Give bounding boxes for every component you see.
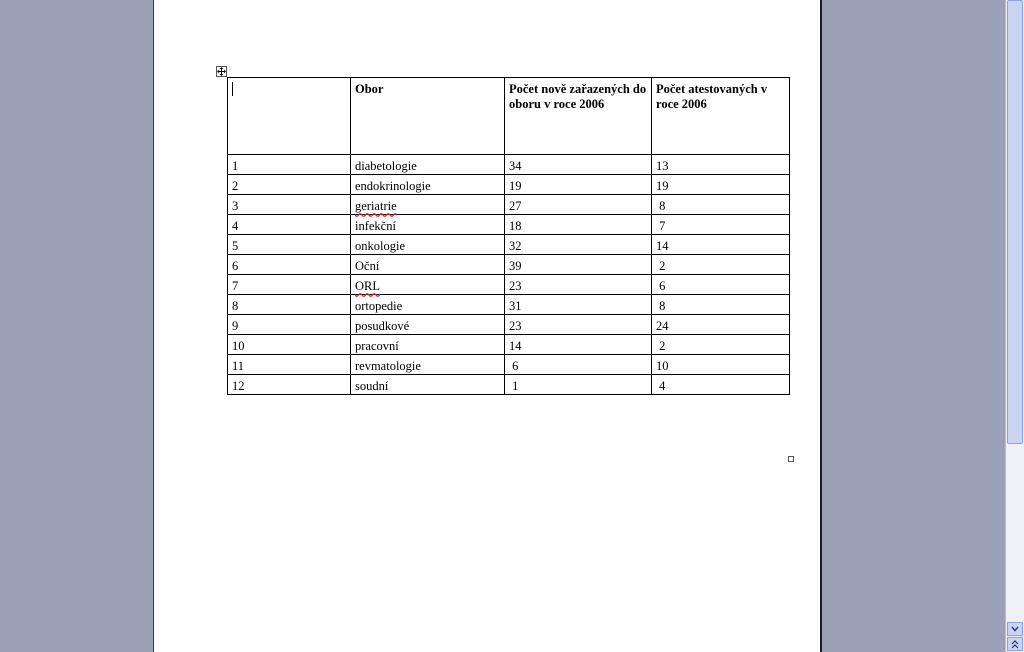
- scroll-thumb[interactable]: [1007, 0, 1023, 444]
- cell-certified-text: 4: [656, 379, 666, 393]
- cell-certified-text: 7: [656, 219, 666, 233]
- cell-new[interactable]: [505, 255, 652, 275]
- cell-certified-text: 24: [656, 319, 669, 333]
- cell-certified-text: 10: [656, 359, 669, 373]
- cell-certified[interactable]: [652, 335, 790, 355]
- cell-certified-text: 19: [656, 179, 669, 193]
- cell-obor[interactable]: [351, 195, 505, 215]
- cell-new[interactable]: [505, 235, 652, 255]
- cell-index-text: 11: [232, 359, 245, 373]
- cell-index[interactable]: [228, 335, 351, 355]
- table-row: [228, 315, 790, 335]
- cell-obor-text: Oční: [355, 259, 380, 273]
- cell-new-text: 34: [509, 159, 522, 173]
- table-row: [228, 335, 790, 355]
- header-cell-certified[interactable]: Počet atestovaných v roce 2006: [652, 78, 790, 155]
- cell-obor[interactable]: [351, 295, 505, 315]
- table-row: [228, 375, 790, 395]
- cell-obor-text: diabetologie: [355, 159, 417, 173]
- cell-index[interactable]: [228, 355, 351, 375]
- cell-certified[interactable]: [652, 255, 790, 275]
- table-row: [228, 195, 790, 215]
- cell-new-text: 23: [509, 319, 522, 333]
- table-row: [228, 215, 790, 235]
- cell-obor[interactable]: [351, 235, 505, 255]
- table-row: [228, 355, 790, 375]
- cell-certified-text: 8: [656, 199, 666, 213]
- table-resize-handle-icon[interactable]: [788, 456, 794, 462]
- cell-certified-text: 2: [656, 339, 666, 353]
- cell-new-text: 6: [509, 359, 519, 373]
- cell-obor-text: geriatrie: [355, 199, 397, 213]
- cell-new-text: 31: [509, 299, 522, 313]
- cell-obor[interactable]: [351, 335, 505, 355]
- cell-certified[interactable]: [652, 375, 790, 395]
- text-cursor: [232, 82, 233, 96]
- cell-certified-text: 8: [656, 299, 666, 313]
- cell-index-text: 7: [232, 279, 239, 293]
- cell-obor[interactable]: [351, 155, 505, 175]
- data-table: [227, 77, 790, 395]
- cell-new[interactable]: [505, 315, 652, 335]
- table-row: [228, 295, 790, 315]
- cell-obor[interactable]: [351, 255, 505, 275]
- cell-obor-text: infekční: [355, 219, 396, 233]
- cell-index-text: 1: [232, 159, 239, 173]
- header-cell-index[interactable]: [228, 78, 351, 155]
- cell-index-text: 12: [232, 379, 245, 393]
- table-row: [228, 275, 790, 295]
- cell-certified[interactable]: [652, 235, 790, 255]
- cell-certified[interactable]: [652, 315, 790, 335]
- cell-index-text: 10: [232, 339, 245, 353]
- table-row: [228, 155, 790, 175]
- cell-index-text: 6: [232, 259, 239, 273]
- cell-certified[interactable]: [652, 215, 790, 235]
- cell-index[interactable]: [228, 235, 351, 255]
- cell-obor[interactable]: [351, 315, 505, 335]
- cell-obor[interactable]: [351, 175, 505, 195]
- cell-certified-text: 14: [656, 239, 669, 253]
- cell-index[interactable]: [228, 275, 351, 295]
- cell-new[interactable]: [505, 155, 652, 175]
- cell-new[interactable]: [505, 195, 652, 215]
- cell-certified-text: 6: [656, 279, 666, 293]
- cell-obor-text: ortopedie: [355, 299, 403, 313]
- table-move-handle-icon[interactable]: [216, 66, 227, 77]
- cell-obor[interactable]: [351, 215, 505, 235]
- cell-new[interactable]: [505, 215, 652, 235]
- cell-new-text: 18: [509, 219, 522, 233]
- cell-new-text: 14: [509, 339, 522, 353]
- cell-new-text: 1: [509, 379, 519, 393]
- table-row: [228, 175, 790, 195]
- cell-certified[interactable]: [652, 275, 790, 295]
- cell-obor[interactable]: [351, 375, 505, 395]
- cell-certified-text: 2: [656, 259, 666, 273]
- cell-index[interactable]: [228, 295, 351, 315]
- cell-index[interactable]: [228, 195, 351, 215]
- cell-new[interactable]: [505, 175, 652, 195]
- cell-index[interactable]: [228, 315, 351, 335]
- cell-new-text: 27: [509, 199, 522, 213]
- cell-new[interactable]: [505, 335, 652, 355]
- table-body: [228, 155, 790, 395]
- cell-obor-text: endokrinologie: [355, 179, 431, 193]
- header-cell-obor[interactable]: Obor: [351, 78, 505, 155]
- vertical-scrollbar[interactable]: [1005, 0, 1024, 652]
- cell-new-text: 39: [509, 259, 522, 273]
- cell-certified[interactable]: [652, 295, 790, 315]
- cell-new[interactable]: [505, 275, 652, 295]
- cell-index-text: 2: [232, 179, 239, 193]
- cell-index-text: 8: [232, 299, 239, 313]
- cell-new-text: 19: [509, 179, 522, 193]
- page-nav-double-arrow-icon[interactable]: [1007, 637, 1023, 651]
- cell-index[interactable]: [228, 155, 351, 175]
- cell-obor-text: ORL: [355, 279, 380, 293]
- table-row: [228, 235, 790, 255]
- cell-obor-text: soudní: [355, 379, 389, 393]
- cell-index-text: 3: [232, 199, 239, 213]
- cell-new-text: 32: [509, 239, 522, 253]
- cell-certified[interactable]: [652, 175, 790, 195]
- cell-obor-text: pracovní: [355, 339, 399, 353]
- cell-index[interactable]: [228, 175, 351, 195]
- cell-obor-text: revmatologie: [355, 359, 421, 373]
- cell-new[interactable]: [505, 355, 652, 375]
- cell-index-text: 4: [232, 219, 239, 233]
- table-header-row: [228, 78, 790, 155]
- cell-index[interactable]: [228, 255, 351, 275]
- cell-obor[interactable]: [351, 275, 505, 295]
- table-row: [228, 255, 790, 275]
- cell-certified[interactable]: [652, 355, 790, 375]
- cell-index-text: 9: [232, 319, 239, 333]
- cell-certified[interactable]: [652, 155, 790, 175]
- cell-new-text: 23: [509, 279, 522, 293]
- cell-index-text: 5: [232, 239, 239, 253]
- cell-obor-text: onkologie: [355, 239, 405, 253]
- cell-new[interactable]: [505, 295, 652, 315]
- cell-index[interactable]: [228, 375, 351, 395]
- cell-index[interactable]: [228, 215, 351, 235]
- scroll-down-arrow-icon[interactable]: [1007, 622, 1023, 636]
- cell-certified[interactable]: [652, 195, 790, 215]
- cell-obor-text: posudkové: [355, 319, 410, 333]
- cell-obor[interactable]: [351, 355, 505, 375]
- cell-new[interactable]: [505, 375, 652, 395]
- cell-certified-text: 13: [656, 159, 669, 173]
- header-cell-new[interactable]: Počet nově zařazených do oboru v roce 2006: [505, 78, 652, 155]
